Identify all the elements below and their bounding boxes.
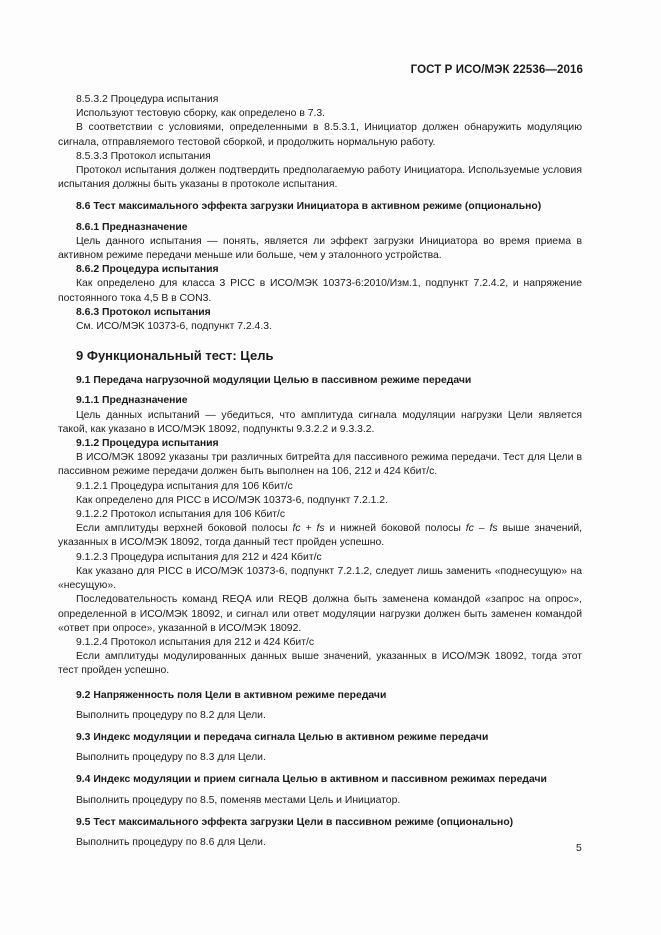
text-span: выше значений, указанных в ИСО/МЭК 18092, тогда данный тест пройден успешно. <box>58 523 583 549</box>
clause-9-1-2-title: 9.1.2 Процедура испытания <box>76 438 219 450</box>
document-header: ГОСТ Р ИСО/МЭК 22536—2016 <box>410 64 583 76</box>
clause-8-6-3-title: 8.6.3 Протокол испытания <box>76 306 211 318</box>
paragraph: Протокол испытания должен подтвердить предполагаемую работу Инициатора. Используемые условия испытания должны быть указаны в протоколе испытания. <box>58 165 582 191</box>
clause-9-1-2-3-title: 9.1.2.3 Процедура испытания для 212 и 424 Кбит/с <box>76 551 322 563</box>
clause-9-1-2-2-title: 9.1.2.2 Протокол испытания для 106 Кбит/с <box>76 509 286 521</box>
section-8-6-heading: 8.6 Тест максимального эффекта загрузки Инициатора в активном режиме (опционально) <box>76 201 542 213</box>
section-9-2-heading: 9.2 Напряженность поля Цели в активном режиме передачи <box>76 689 387 701</box>
text-span: и нижней боковой полосы <box>324 523 466 535</box>
formula-lower-sideband: fc – fs <box>465 523 498 535</box>
paragraph: Как определено для PICC в ИСО/МЭК 10373-6, подпункт 7.2.1.2. <box>76 494 388 506</box>
paragraph: Если амплитуды модулированных данных выше значений, указанных в ИСО/МЭК 18092, тогда этот тест пройден успешно. <box>58 651 582 677</box>
paragraph <box>58 522 582 550</box>
paragraph: Выполнить процедуру по 8.3 для Цели. <box>76 752 266 764</box>
clause-9-1-1-title: 9.1.1 Предназначение <box>76 395 188 407</box>
section-9-5-heading: 9.5 Тест максимального эффекта загрузки Цели в пассивном режиме (опционально) <box>76 816 514 828</box>
section-9-1-heading: 9.1 Передача нагрузочной модуляции Целью в пассивном режиме передачи <box>76 375 472 387</box>
page-number: 5 <box>576 843 582 854</box>
document-body <box>58 93 582 850</box>
clause-8-6-1-title: 8.6.1 Предназначение <box>76 221 188 233</box>
clause-9-1-2-1-title: 9.1.2.1 Процедура испытания для 106 Кбит/с <box>76 480 293 492</box>
paragraph: Выполнить процедуру по 8.6 для Цели. <box>76 836 266 848</box>
paragraph: См. ИСО/МЭК 10373-6, подпункт 7.2.4.3. <box>76 321 272 333</box>
clause-9-1-2-4-title: 9.1.2.4 Протокол испытания для 212 и 424 Кбит/с <box>76 636 315 648</box>
paragraph: Цель данного испытания — понять, является ли эффект загрузки Инициатора во время приема в активном режиме передачи меньше или больше, чем у эталонного устройства. <box>58 235 582 262</box>
clause-8-6-2-title: 8.6.2 Процедура испытания <box>76 264 219 276</box>
formula-upper-sideband: fc + fs <box>292 523 325 535</box>
clause-8-5-3-3-title: 8.5.3.3 Протокол испытания <box>76 150 211 162</box>
paragraph: Выполнить процедуру по 8.5, поменяв местами Цель и Инициатор. <box>76 794 401 806</box>
text-span: Если амплитуды верхней боковой полосы <box>76 523 293 535</box>
paragraph: В соответствии с условиями, определенными в 8.5.3.1, Инициатор должен обнаружить модуляцию сигнала, отправляемого тестовой сборкой, и продолжить нормальную работу. <box>58 122 582 148</box>
paragraph: Используют тестовую сборку, как определено в 7.3. <box>76 108 326 120</box>
section-9-4-heading: 9.4 Индекс модуляции и прием сигнала Целью в активном и пассивном режимах передачи <box>76 774 547 786</box>
section-9-3-heading: 9.3 Индекс модуляции и передача сигнала Целью в активном режиме передачи <box>76 731 489 743</box>
paragraph: Как определено для класса 3 PICC в ИСО/МЭК 10373-6:2010/Изм.1, подпункт 7.2.4.2, и напряжение постоянного тока 4,5 В в CON3. <box>58 278 582 304</box>
chapter-9-heading: 9 Функциональный тест: Цель <box>76 348 274 364</box>
paragraph: Цель данных испытаний — убедиться, что амплитуда сигнала модуляции нагрузки Цели является такой, как указано в ИСО/МЭК 18092, подпункты 9.3.2.2 и 9.3.3.2. <box>58 409 582 435</box>
paragraph: Последовательность команд REQA или REQB должна быть заменена командой «запрос на опрос», определенной в ИСО/МЭК 18092, и сигнал или ответ модуляции нагрузки должен быть заменен командой «ответ при опросе», указанной в ИСО/МЭК 18092. <box>58 594 582 634</box>
paragraph: Выполнить процедуру по 8.2 для Цели. <box>76 709 266 721</box>
clause-8-5-3-2-title: 8.5.3.2 Процедура испытания <box>76 94 219 105</box>
paragraph: В ИСО/МЭК 18092 указаны три различных битрейта для пассивного режима передачи. Тест для Цели в пассивном режиме передачи должен быть выполнен на 106, 212 и 424 Кбит/с. <box>58 452 582 478</box>
paragraph: Как указано для PICC в ИСО/МЭК 10373-6, подпункт 7.2.1.2, следует лишь заменить «поднесущую» на «несущую». <box>58 565 582 592</box>
